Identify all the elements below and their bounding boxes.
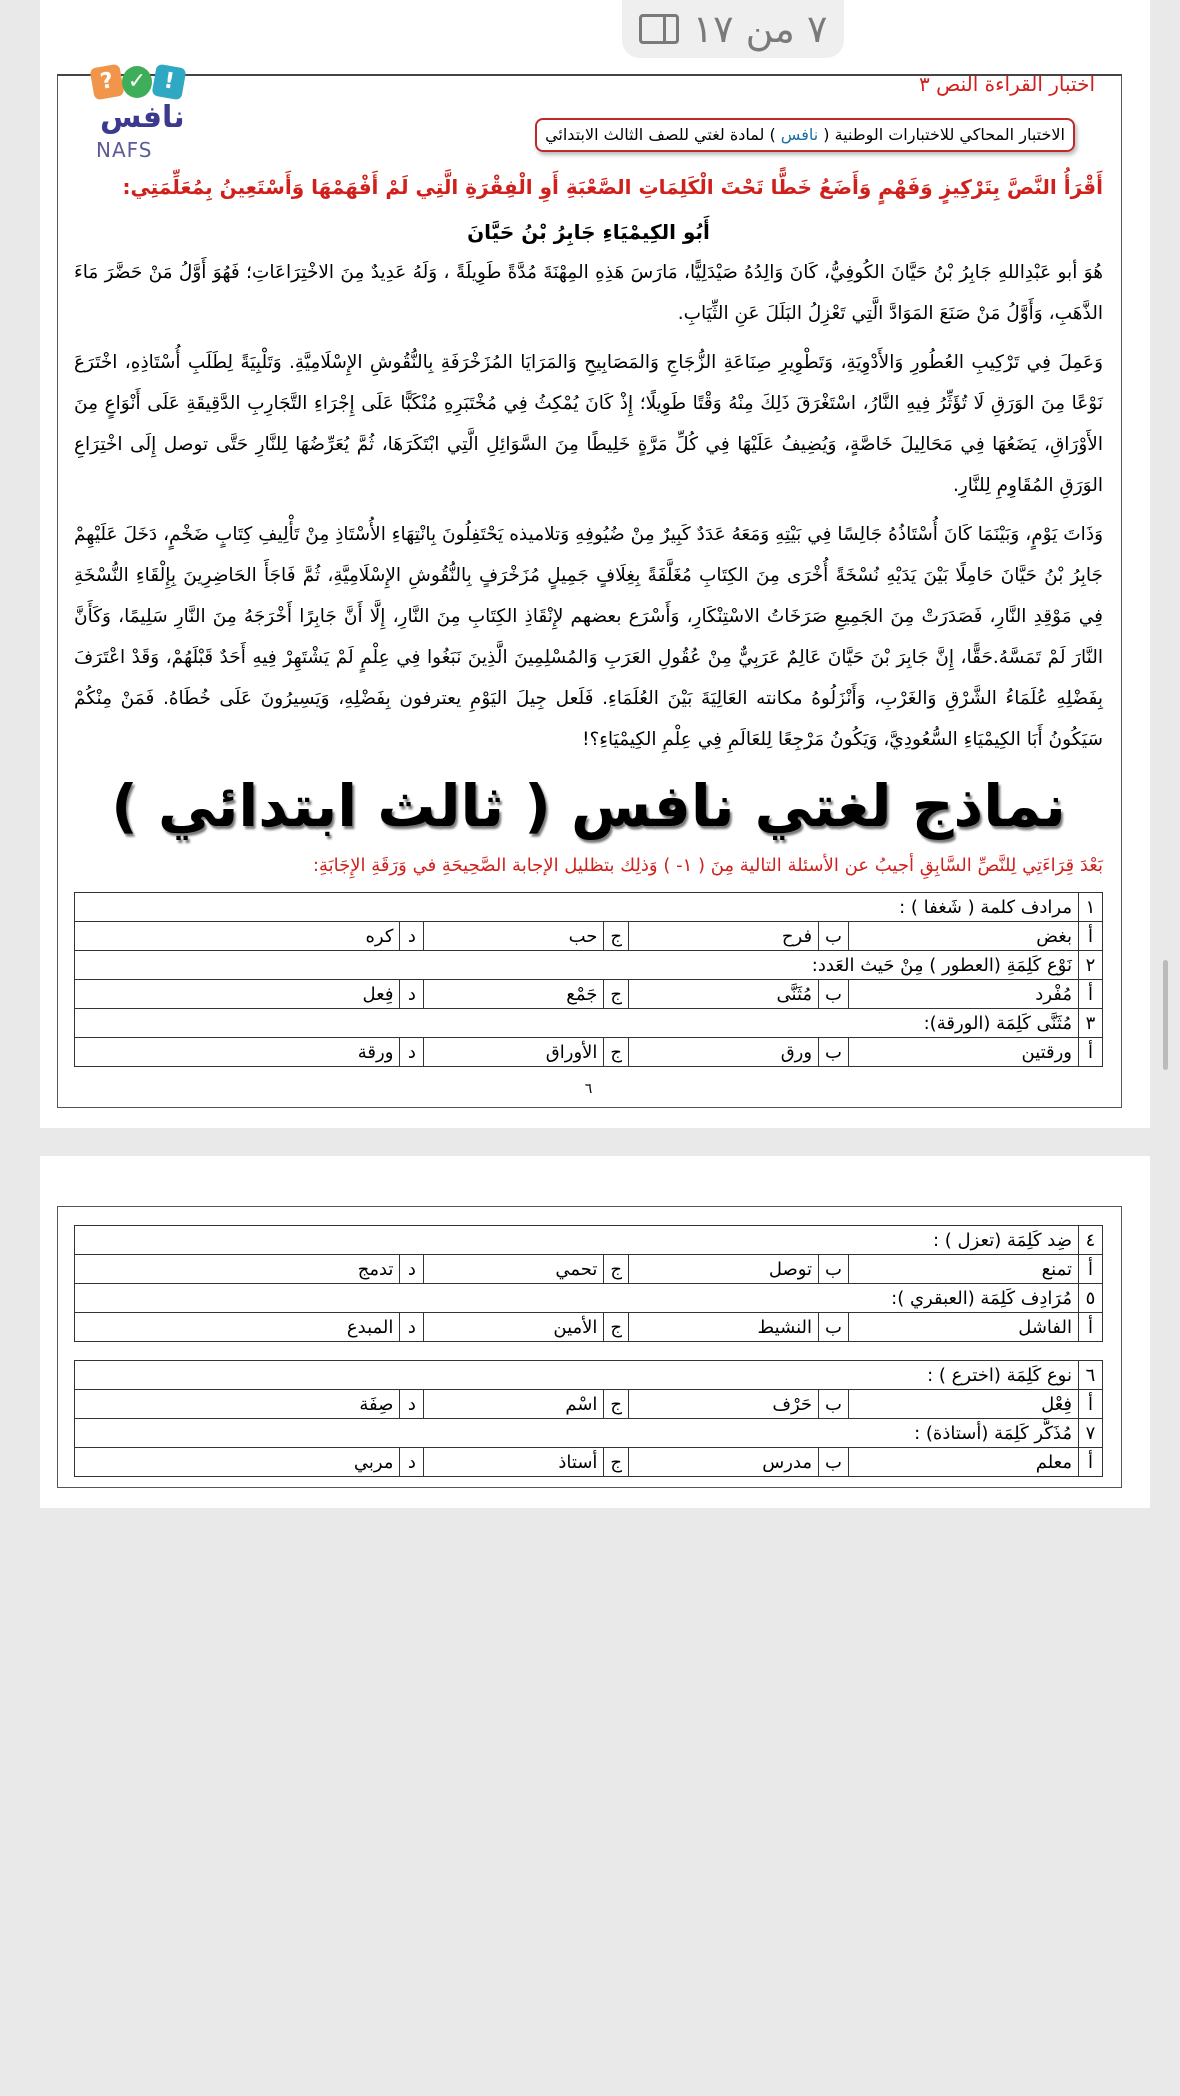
paragraph-3: وَذَاتَ يَوْمٍ، وَبَيْنَمَا كَانَ أُسْتَاذُهُ جَالِسًا فِي بَيْتِهِ وَمَعَهُ عَدَدٌ كَبِيرٌ مِنْ ضُيُوفِهِ وَتلاميذه يَحْتَفِلُونَ بِانْتِهَاءِ الأُسْتَاذِ مِنْ تَأْلِيفِ كِتَابٍ ضَخْمٍ، دَخَلَ عَلَيْهِمْ جَابِرُ بْنُ حَيَّانَ حَامِلًا بَيْنَ يَدَيْهِ نُسْخَةً أُخْرَى مِنَ الكِتَابِ مُغَلَّفَةً بِغِلَافٍ جَمِيلٍ مُزَخْرَفٍ بِالنُّقُوشِ الإِسْلَامِيَّةِ، ثُمَّ فَاجَأَ الحَاضِرِينَ بِإِلْقَاءِ النُّسْخَةِ فِي مَوْقِدِ النَّارِ، فَصَدَرَتْ مِنَ الجَمِيعِ صَرَخَاتُ الاسْتِنْكَارِ، وَأَسْرَع بعضهم لإِنْقَاذِ الكِتَابِ مِنَ النَّارِ، إِلَّا أَنَّ جَابِرًا أَخْرَجَهُ مِنَ النَّارِ سَلِيمًا، وَكَأَنَّ النَّارَ لَمْ تَمَسَّهُ.حَقًّا، إِنَّ جَابِرَ بْنَ حَيَّانَ عَالِمٌ عَرَبِيٌّ مِنْ عُقُولِ العَرَبِ وَالمُسْلِمِينَ الَّذِينَ نَبَغُوا فِي عِلْمٍ لَمْ يَشْتَهِرْ فِيهِ أَحَدٌ قَبْلَهُمْ، وَقَدْ اعْتَرَفَ بِفَضْلِهِ عُلَمَاءُ الشَّرْقِ وَالغَرْبِ، وَأَنْزَلُوهُ مكانته العَالِيَةَ بَيْنَ العُلَمَاءِ. فَلَعل جِيلَ اليَوْمِ يعترفون بِفَضْلِهِ، وَيَسِيرُونَ عَلَى خُطَاهُ. فَمَنْ مِنْكُمْ سَيَكُونُ أَبَا الكِيمْيَاءِ السُّعُودِيَّ، وَيَكُونُ مَرْجِعًا لِلعَالَمِ فِي عِلْمِ الكِيمْيَاءِ؟! [74,524,1103,750]
option-letter: أ [1079,1255,1103,1284]
option-1[interactable]: حَرْف [629,1390,819,1419]
question-row [75,1419,1103,1448]
option-0[interactable]: معلم [849,1448,1079,1477]
options-row [75,1255,1103,1284]
option-1[interactable]: مدرس [629,1448,819,1477]
option-letter: د [400,1390,424,1419]
option-letter: ب [819,1038,849,1067]
option-letter: أ [1079,1448,1103,1477]
page-border [57,68,1122,1108]
option-letter: ب [819,1255,849,1284]
option-letter: ج [604,1390,629,1419]
option-2[interactable]: حب [424,922,604,951]
question-number: ٢ [1079,951,1103,980]
options-row [75,1038,1103,1067]
option-letter: د [400,1255,424,1284]
question-row [75,951,1103,980]
options-row [75,1448,1103,1477]
question-text: مُرَادِف كَلِمَة (العبقري ): [75,1284,1079,1313]
option-letter: د [400,1313,424,1342]
option-letter: أ [1079,980,1103,1009]
option-letter: د [400,980,424,1009]
option-2[interactable]: جَمْع [424,980,604,1009]
exclamation-icon: ! [151,64,186,101]
option-0[interactable]: مُفْرد [849,980,1079,1009]
option-letter: أ [1079,1038,1103,1067]
option-letter: ج [604,1038,629,1067]
pdf-page-7 [40,1156,1150,1508]
option-1[interactable]: فرح [629,922,819,951]
option-2[interactable]: أستاذ [424,1448,604,1477]
option-2[interactable]: الأمين [424,1313,604,1342]
option-2[interactable]: اسْم [424,1390,604,1419]
question-text: مُذَكَّر كَلِمَة (أستاذة) : [75,1419,1079,1448]
option-letter: ج [604,1448,629,1477]
nafs-logo [82,62,192,162]
option-letter: ج [604,1313,629,1342]
scrollbar[interactable] [1163,960,1168,1070]
question-row [75,1284,1103,1313]
option-3[interactable]: كره [75,922,400,951]
option-letter: ب [819,1313,849,1342]
logo-english: NAFS [96,138,153,162]
paragraph-1: هُوَ أبو عَبْدِاللهِ جَابِرُ بْنُ حَيَّانَ الكُوفِيُّ، كَانَ وَالِدُهُ صَيْدَلِيًّا، مَارَسَ هَذِهِ المِهْنَةَ مُدَّةً طَوِيلَةً ، وَلَهُ عَدِيدٌ مِنَ الاخْتِرَاعَاتِ؛ فَهُوَ أَوَّلُ مَنْ حَضَّرَ مَاءَ الذَّهَبِ، وَأَوَّلُ مَنْ صَنَعَ المَوَادَّ الَّتِي تَعْزِلُ البَلَلَ عَنِ الثِّيَابِ. [74,262,1103,324]
page-border [57,1206,1122,1488]
option-1[interactable]: النشيط [629,1313,819,1342]
check-icon: ✓ [122,66,152,98]
option-1[interactable]: مُثَنَّى [629,980,819,1009]
option-letter: د [400,922,424,951]
question-number: ٧ [1079,1419,1103,1448]
question-row [75,893,1103,922]
question-text: مرادف كلمة ( شَغفا ) : [75,893,1079,922]
option-3[interactable]: فِعل [75,980,400,1009]
option-letter: أ [1079,1313,1103,1342]
pdf-page-6 [40,0,1150,1128]
options-row [75,1390,1103,1419]
option-1[interactable]: توصل [629,1255,819,1284]
option-3[interactable]: مربي [75,1448,400,1477]
option-letter: أ [1079,1390,1103,1419]
question-text: نَوْع كَلِمَةِ (العطور ) مِنْ حَيث العَدد: [75,951,1079,980]
questions-table-1 [74,892,1103,1067]
option-letter: ب [819,922,849,951]
page-header [74,68,1103,168]
option-0[interactable]: ورقتين [849,1038,1079,1067]
options-row [75,980,1103,1009]
question-row [75,1361,1103,1390]
question-text: مُثَنَّى كَلِمَة (الورقة): [75,1009,1079,1038]
questions-instruction: بَعْدَ قِرَاءَتِي لِلنَّصِّ السَّابِقِ أجيبُ عن الأسئلة التالية مِنَ ( ١- ) وَذلِك بتظليل الإجابة الصَّحِيحَةِ في وَرَقَةِ الإِجَابَةِ: [312,855,1103,876]
options-row [75,922,1103,951]
option-letter: د [400,1038,424,1067]
option-letter: أ [1079,922,1103,951]
option-3[interactable]: ورقة [75,1038,400,1067]
option-0[interactable]: بغض [849,922,1079,951]
option-0[interactable]: فِعْل [849,1390,1079,1419]
option-0[interactable]: تمنع [849,1255,1079,1284]
option-3[interactable]: صِفَة [75,1390,400,1419]
question-mark-icon: ? [89,64,124,101]
option-3[interactable]: تدمج [75,1255,400,1284]
question-text: ضِد كَلِمَة (تعزل ) : [75,1226,1079,1255]
question-number: ٥ [1079,1284,1103,1313]
question-text: نوع كَلِمَة (اخترع ) : [75,1361,1079,1390]
question-number: ١ [1079,893,1103,922]
option-2[interactable]: الأوراق [424,1038,604,1067]
paragraph-2: وَعَمِلَ فِي تَرْكِيبِ العُطُورِ وَالأَدْوِيَةِ، وَتَطْوِيرِ صِنَاعَةِ الزُّجَاجِ وَالمَصَابِيحِ وَالمَرَايَا المُزَخْرَفَةِ بِالنُّقُوشِ الإِسْلَامِيَّةِ. وَتَلْبِيَةً لِطَلَبِ أُسْتَاذِهِ، اخْتَرَعَ نَوْعًا مِنَ الوَرَقِ لَا تُؤَثِّرُ فِيهِ النَّارُ، اسْتَغْرَقَ ذَلِكَ مِنْهُ وَقْتًا طَوِيلًا؛ إِذْ كَانَ يُمْكِثُ فِي مُخْتَبَرِهِ مُنْكَبًّا عَلَى إِجْرَاءِ التَّجَارِبِ الدَّقِيقَةِ عَلَى أَنْوَاعٍ مِنَ الأَوْرَاقِ، يَضَعُهَا فِي مَحَالِيلَ خَاصَّةٍ، وَيُضِيفُ عَلَيْهَا فِي كُلِّ مَرَّةٍ خَلِيطًا مِنَ السَّوَائِلِ الَّتِي ابْتَكَرَهَا، ثُمَّ يُعَرِّضُهَا لِلنَّارِ حَتَّى توصل إِلَى اخْتِرَاعِ الوَرَقِ المُقَاوِمِ لِلنَّارِ. [74,352,1103,496]
page-number: ٦ [584,1081,593,1097]
page-indicator[interactable] [622,0,844,58]
question-row [75,1009,1103,1038]
option-3[interactable]: المبدع [75,1313,400,1342]
page-indicator-text: ٧ من ١٧ [692,7,828,51]
option-0[interactable]: الفاشل [849,1313,1079,1342]
option-letter: د [400,1448,424,1477]
option-letter: ب [819,980,849,1009]
watermark-overlay: نماذج لغتي نافس ( ثالث ابتدائي ) [111,772,1066,840]
option-letter: ب [819,1390,849,1419]
subtitle-box: الاختبار المحاكي للاختبارات الوطنية ( نافس ) لمادة لغتي للصف الثالث الابتدائي [535,118,1075,152]
option-1[interactable]: ورق [629,1038,819,1067]
option-letter: ج [604,922,629,951]
question-number: ٤ [1079,1226,1103,1255]
question-row [75,1226,1103,1255]
reading-instruction: أَقْرَأُ النَّصَّ بِتَرْكِيزٍ وَفَهْمٍ وَأَضَعُ خَطًّا تَحْتَ الْكَلِمَاتِ الصَّعْبَةِ أَوِ الْفِقْرَةِ الَّتِي لَمْ أَفْهَمْهَا وَأَسْتَعِينُ بِمُعَلِّمَتِي: [122,175,1103,199]
logo-arabic: نافس [100,100,185,135]
option-letter: ج [604,980,629,1009]
question-number: ٣ [1079,1009,1103,1038]
test-title: اختبار القراءة النص ٣ [919,72,1095,96]
questions-table-2 [74,1225,1103,1342]
question-number: ٦ [1079,1361,1103,1390]
option-letter: ب [819,1448,849,1477]
option-letter: ج [604,1255,629,1284]
questions-table-3 [74,1360,1103,1477]
passage-title: أَبُو الكِيمْيَاءِ جَابِرُ بْنُ حَيَّانَ [467,220,710,244]
sidebar-toggle-icon[interactable] [639,14,679,44]
option-2[interactable]: تحمي [424,1255,604,1284]
options-row [75,1313,1103,1342]
